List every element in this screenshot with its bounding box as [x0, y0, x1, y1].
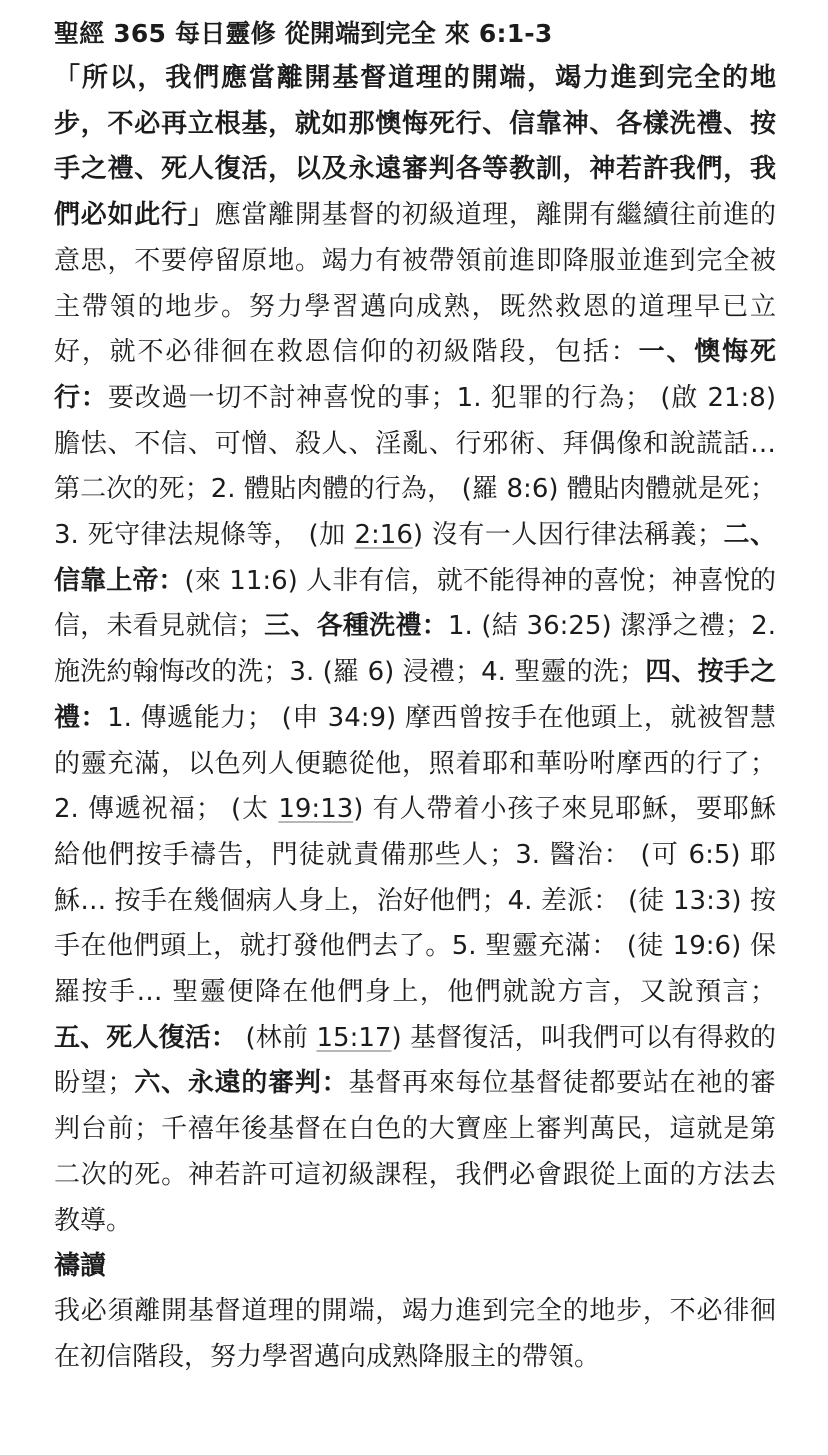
point-heading-6: 六、永遠的審判： — [133, 1068, 349, 1099]
body-segment: 1. (結 36:25) 潔淨之禮；2. 施洗約翰悔改的洗；3. (羅 6) 浸禮；4. 聖靈的洗； — [54, 611, 776, 688]
body-segment: (林前 — [237, 1022, 317, 1053]
scripture-ref-link[interactable]: 2:16 — [354, 520, 413, 551]
point-heading-2: 二、信靠上帝： — [54, 520, 776, 596]
body-segment: (來 11:6) 人非有信，就不能得神的喜悅；神喜悅的信，未看見就信； — [54, 565, 776, 642]
prayer-text: 我必須離開基督道理的開端，竭力進到完全的地步，不必徘徊在初信階段，努力學習邁向成熟降服主的帶領。 — [54, 1296, 776, 1372]
point-heading-3: 三、各種洗禮： — [263, 611, 448, 642]
point-heading-4: 四、按手之禮： — [54, 657, 776, 733]
body-segment: 1. 傳遞能力； (申 34:9) 摩西曾按手在他頭上，就被智慧的靈充滿，以色列人便聽從他，照着耶和華吩咐摩西的行了；2. 傳遞祝福； (太 — [54, 702, 776, 825]
page-title: 聖經 365 每日靈修 從開端到完全 來 6:1-3 — [54, 19, 553, 48]
scripture-quote: 「所以，我們應當離開基督道理的開端，竭力進到完全的地步，不必再立根基，就如那懊悔死行、信靠神、各樣洗禮、按手之禮、死人復活，以及永遠審判各等教訓，神若許我們，我們必如此行」 — [54, 63, 776, 231]
body-segment: ) 基督復活，叫我們可以有得救的盼望； — [54, 1022, 776, 1099]
body-segment: 應當離開基督的初級道理，離開有繼續往前進的意思，不要停留原地。竭力有被帶領前進即降服並進到完全被主帶領的地步。努力學習邁向成熟，既然救恩的道理早已立好，就不必徘徊在救恩信仰的初級階段，包括： — [54, 200, 776, 368]
scripture-ref-link[interactable]: 19:13 — [278, 794, 354, 825]
devotional-body — [54, 56, 776, 1244]
prayer-heading: 禱讀 — [54, 1251, 107, 1282]
point-heading-1: 一、懊悔死行： — [54, 337, 776, 413]
body-segment: 要改過一切不討神喜悅的事；1. 犯罪的行為； (啟 21:8) 膽怯、不信、可憎、殺人、淫亂、行邪術、拜偶像和說謊話… 第二次的死；2. 體貼肉體的行為， (羅 8:6) 體貼肉體就是死；3. 死守律法規條等， (加 — [54, 382, 776, 551]
devotional-article — [54, 12, 776, 1381]
point-heading-5: 五、死人復活： — [54, 1022, 238, 1053]
body-segment: 基督再來每位基督徒都要站在祂的審判台前；千禧年後基督在白色的大寶座上審判萬民，這就是第二次的死。神若許可這初級課程，我們必會跟從上面的方法去教導。 — [54, 1068, 776, 1236]
scripture-ref-link[interactable]: 15:17 — [316, 1022, 392, 1053]
body-segment: ) 沒有一人因行律法稱義； — [412, 520, 723, 551]
body-segment: ) 有人帶着小孩子來見耶穌，要耶穌給他們按手禱告，門徒就責備那些人；3. 醫治： (可 6:5) 耶穌… 按手在幾個病人身上，治好他們；4. 差派： (徒 13:3) 按手在他們頭上，就打發他們去了。5. 聖靈充滿： (徒 19:6) 保羅按手… 聖靈便降在他們身上，他們就說方言，又說預言； — [54, 794, 776, 1008]
